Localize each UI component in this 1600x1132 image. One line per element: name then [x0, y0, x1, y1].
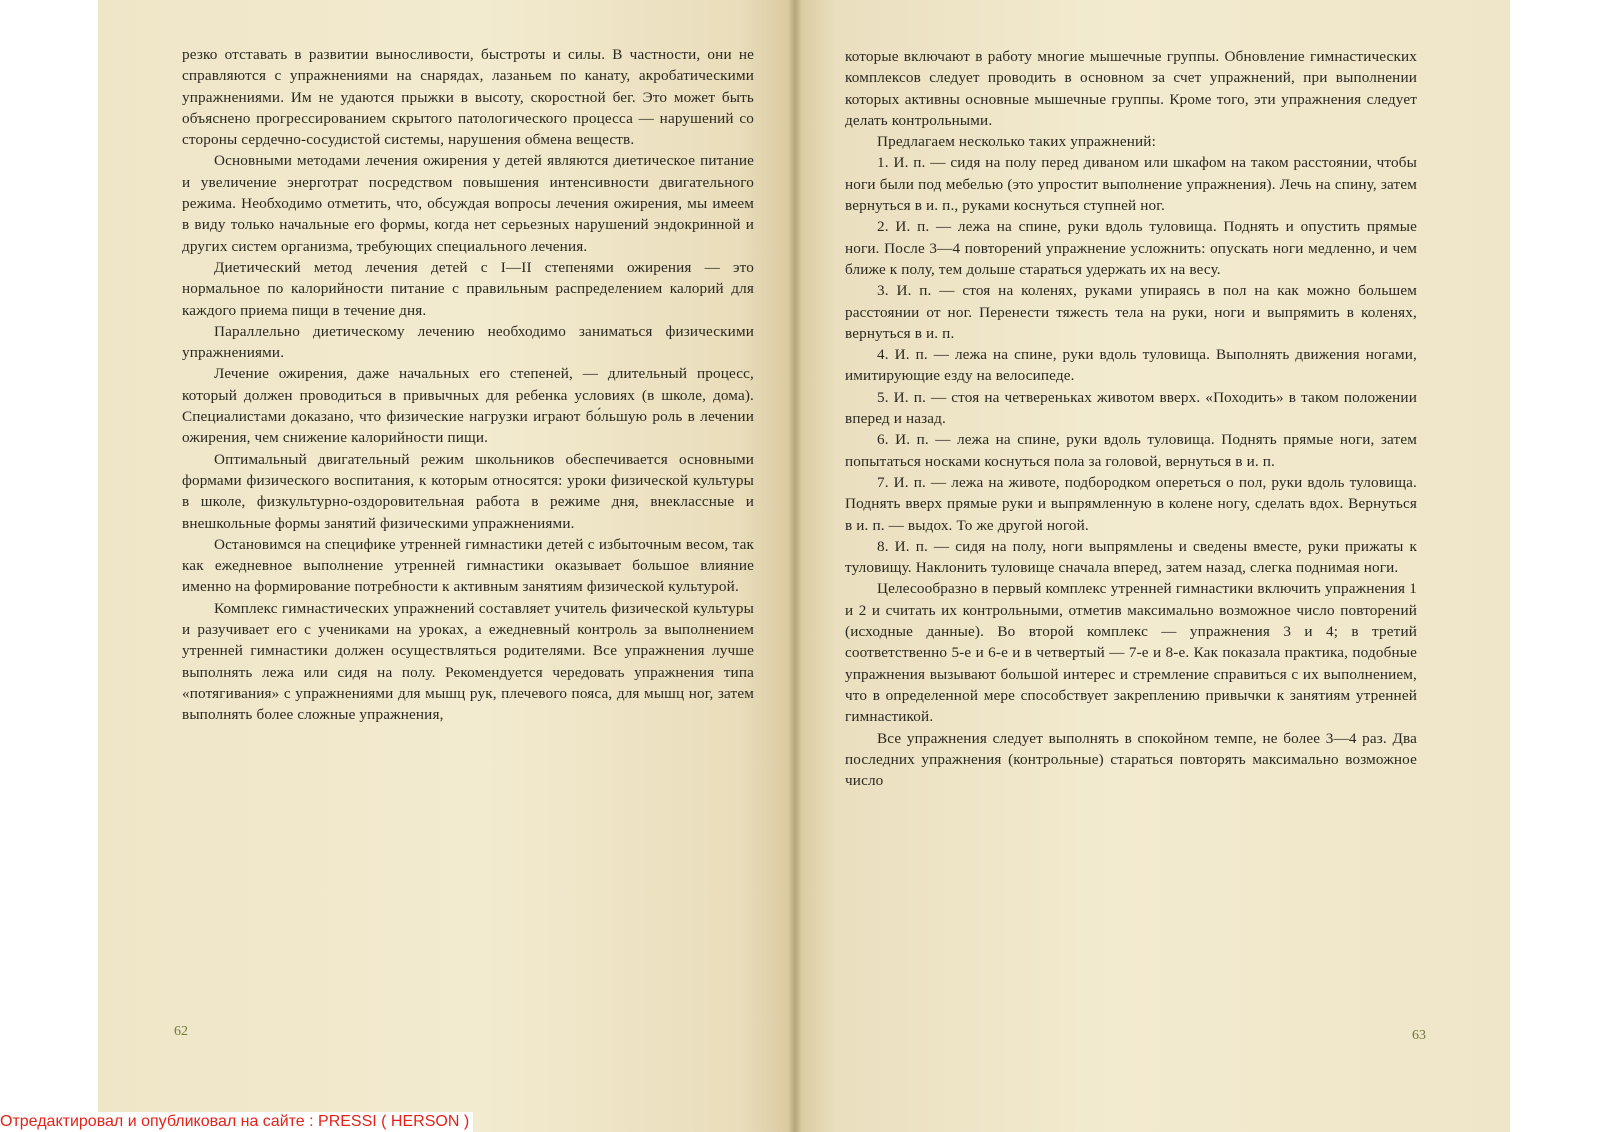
left-page-number: 62: [174, 1024, 188, 1039]
left-paragraph: Комплекс гимнастических упражнений составляет учитель физической культуры и разучивает его с учениками на уроках, а ежедневный контроль за выполнением утренней гимнастики должен осуществляться родителями. Все упражнения лучше выполнять лежа или сидя на полу. Рекомендуется чередовать упражнения типа «потягивания» с упражнениями для мышц рук, плечевого пояса, для мышц ног, затем выполнять более сложные упражнения,: [182, 599, 754, 724]
publisher-credit: Отредактировал и опубликовал на сайте : PRESSI ( HERSON ): [0, 1112, 473, 1132]
exercise-item: 3. И. п. — стоя на коленях, руками упираясь в пол на как можно большем расстоянии от ног. Перенести тяжесть тела на руки, ноги и выпрямить в коленях, вернуться в и. п.: [845, 282, 1417, 342]
exercise-item: 7. И. п. — лежа на животе, подбородком опереться о пол, руки вдоль туловища. Поднять вверх прямые руки и выпрямленную в колене ногу, сделать вдох. Вернуться в и. п. — выдох. То же другой ногой.: [845, 473, 1417, 534]
right-page-number: 63: [1412, 1028, 1426, 1043]
exercise-item: 8. И. п. — сидя на полу, ноги выпрямлены и сведены вместе, руки прижаты к туловищу. Наклонить туловище сначала вперед, затем назад, слегка поднимая ноги.: [845, 537, 1417, 577]
left-paragraph: Остановимся на специфике утренней гимнастики детей с избыточным весом, так как ежедневное выполнение утренней гимнастики оказывает большое влияние именно на формирование потребности к активным занятиям физической культурой.: [182, 535, 754, 596]
left-paragraph: Параллельно диетическому лечению необходимо заниматься физическими упражнениями.: [182, 322, 754, 362]
exercise-item: 5. И. п. — стоя на четвереньках животом вверх. «Походить» в таком положении вперед и назад.: [845, 388, 1417, 428]
left-page-text: [182, 44, 754, 726]
right-paragraph: которые включают в работу многие мышечные группы. Обновление гимнастических комплексов следует проводить в основном за счет упражнений, при выполнении которых активны основные мышечные группы. Кроме того, эти упражнения следует делать контрольными.: [845, 48, 1417, 129]
left-paragraph: резко отставать в развитии выносливости, быстроты и силы. В частности, они не справляются с упражнениями на снарядах, лазаньем по канату, акробатическими упражнениями. Им не удаются прыжки в высоту, скоростной бег. Это может быть объяснено прогрессированием скрытого патологического процесса — нарушений со стороны сердечно-сосудистой системы, нарушения обмена веществ.: [182, 46, 754, 149]
right-paragraph: Предлагаем несколько таких упражнений:: [877, 133, 1156, 151]
left-paragraph: Основными методами лечения ожирения у детей являются диетическое питание и увеличение энерготрат посредством повышения интенсивности двигательного режима. Необходимо отметить, что, обсуждая вопросы лечения ожирения, мы имеем в виду только начальные его формы, когда нет серьезных нарушений эндокринной и других систем организма, требующих специального лечения.: [182, 152, 754, 255]
exercise-item: 6. И. п. — лежа на спине, руки вдоль туловища. Поднять прямые ноги, затем попытаться носками коснуться пола за головой, вернуться в и. п.: [845, 431, 1417, 470]
book-gutter: [788, 0, 802, 1132]
exercise-item: 4. И. п. — лежа на спине, руки вдоль туловища. Выполнять движения ногами, имитирующие езду на велосипеде.: [845, 346, 1417, 385]
right-paragraph: Целесообразно в первый комплекс утренней гимнастики включить упражнения 1 и 2 и считать их контрольными, отметив максимально возможное число повторений (исходные данные). Во второй комплекс — упражнения 3 и 4; в третий соответственно 5-е и 6-е и в четвертый — 7-е и 8-е. Как показала практика, подобные упражнения вызывают большой интерес и стремление справиться с их выполнением, что в определенной мере способствует закреплению привычки к занятиям утренней гимнастикой.: [845, 580, 1417, 726]
left-paragraph: Диетический метод лечения детей с I—II степенями ожирения — это нормальное по калорийности питание с правильным распределением калорий для каждого приема пищи в течение дня.: [182, 258, 754, 319]
right-page-text: [845, 46, 1417, 791]
left-paragraph: Оптимальный двигательный режим школьников обеспечивается основными формами физического воспитания, к которым относятся: уроки физической культуры в школе, физкультурно-оздоровительная работа в режиме дня, внеклассные и внешкольные формы занятий физическими упражнениями.: [182, 450, 754, 532]
exercise-item: 2. И. п. — лежа на спине, руки вдоль туловища. Поднять и опустить прямые ноги. После 3—4 повторений упражнение усложнить: опускать ноги медленно, и чем ближе к полу, тем дольше стараться удержать их на весу.: [845, 218, 1417, 278]
exercise-item: 1. И. п. — сидя на полу перед диваном или шкафом на таком расстоянии, чтобы ноги были под мебелью (это упростит выполнение упражнения). Лечь на спину, затем вернуться в и. п., руками коснуться ступней ног.: [845, 154, 1417, 215]
right-paragraph: Все упражнения следует выполнять в спокойном темпе, не более 3—4 раз. Два последних упражнения (контрольные) стараться повторять максимально возможное число: [845, 729, 1417, 790]
left-paragraph: Лечение ожирения, даже начальных его степеней, — длительный процесс, который должен проводиться в привычных для ребенка условиях (в школе, дома). Специалистами доказано, что физические нагрузки играют бо́льшую роль в лечении ожирения, чем снижение калорийности пищи.: [182, 365, 754, 447]
